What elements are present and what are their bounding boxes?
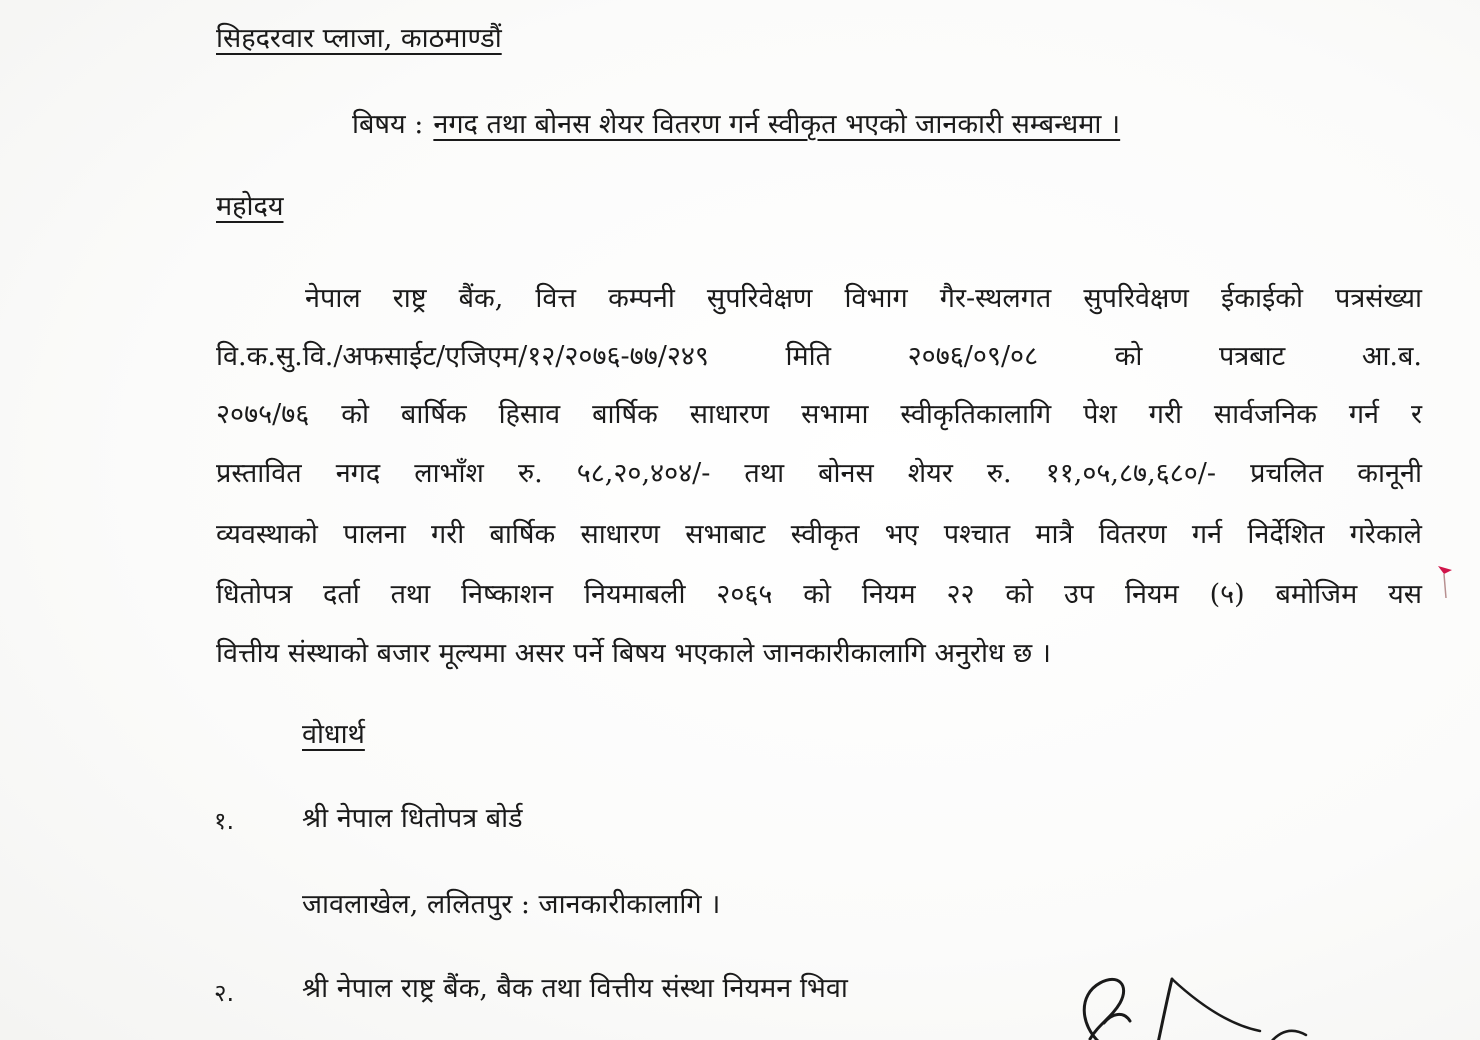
cc-recipient-1-address: जावलाखेल, ललितपुर : जानकारीकालागि । xyxy=(302,889,721,920)
cc-recipient-1: श्री नेपाल धितोपत्र बोर्ड xyxy=(302,803,523,834)
subject-text: नगद तथा बोनस शेयर वितरण गर्न स्वीकृत भएको जानकारी सम्बन्धमा । xyxy=(433,109,1121,140)
body-line-3: २०७५/७६ को बार्षिक हिसाव बार्षिक साधारण सभामा स्वीकृतिकालागि पेश गरी सार्वजनिक गर्न र xyxy=(216,399,1422,430)
body-line-2: वि.क.सु.वि./अफसाईट/एजिएम/१२/२०७६-७७/२४९ मिति २०७६/०९/०८ को पत्रबाट आ.ब. xyxy=(216,341,1422,372)
body-line-5: व्यवस्थाको पालना गरी बार्षिक साधारण सभाबाट स्वीकृत भए पश्चात मात्रै वितरण गर्न निर्देशित गरेकाले xyxy=(216,519,1422,550)
cc-number-1: १. xyxy=(214,807,235,835)
body-line-7: वित्तीय संस्थाको बजार मूल्यमा असर पर्ने बिषय भएकाले जानकारीकालागि अनुरोध छ । xyxy=(216,638,1051,669)
signature-icon xyxy=(1060,965,1360,1040)
cc-number-2: २. xyxy=(214,979,235,1007)
body-line-4: प्रस्तावित नगद लाभाँश रु. ५८,२०,४०४/- तथा बोनस शेयर रु. ११,०५,८७,६८०/- प्रचलित कानूनी xyxy=(216,458,1422,489)
body-line-6: धितोपत्र दर्ता तथा निष्काशन नियमाबली २०६५ को नियम २२ को उप नियम (५) बमोजिम यस xyxy=(216,579,1422,610)
salutation: महोदय xyxy=(216,191,284,222)
cc-title: वोधार्थ xyxy=(302,719,365,750)
subject-label: बिषय : xyxy=(352,109,424,140)
red-ink-mark-icon xyxy=(1432,562,1460,602)
address-line: सिहदरवार प्लाजा, काठमाण्डौं xyxy=(216,23,502,54)
body-line-1: नेपाल राष्ट्र बैंक, वित्त कम्पनी सुपरिवेक्षण विभाग गैर-स्थलगत सुपरिवेक्षण ईकाईको पत्रसंख्या xyxy=(305,283,1422,314)
cc-recipient-2: श्री नेपाल राष्ट्र बैंक, बैक तथा वित्तीय संस्था नियमन भिवा xyxy=(302,973,848,1004)
subject-line xyxy=(352,108,1120,142)
